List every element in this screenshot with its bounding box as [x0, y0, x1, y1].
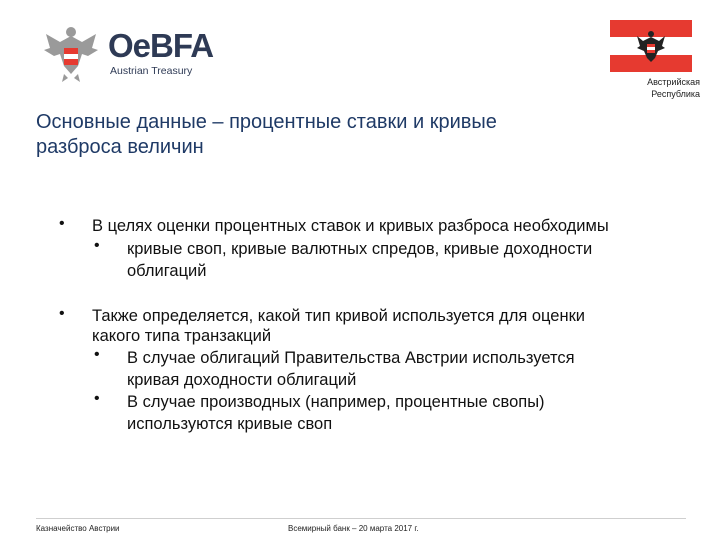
- bullet-2-sub-2-line1: В случае производных (например, процентные свопы): [127, 393, 545, 411]
- austria-flag: [610, 20, 692, 72]
- bullet-1-line1: В целях оценки процентных ставок и кривых разброса необходимы: [92, 217, 609, 235]
- logo-name: OeBFA: [108, 27, 214, 64]
- footer-divider: [36, 518, 686, 519]
- bullet-dot: •: [59, 215, 65, 232]
- sub-bullet-dot: •: [94, 237, 100, 254]
- bullet-2-sub-1-line2: кривая доходности облигаций: [127, 371, 357, 389]
- eagle-crest-icon: [40, 22, 102, 84]
- flag-caption-line2: Республика: [651, 89, 700, 99]
- logo-subtitle: Austrian Treasury: [110, 65, 193, 77]
- oebfa-logo: [40, 22, 215, 84]
- slide-title: [36, 110, 646, 160]
- sub-bullet-dot: •: [94, 390, 100, 407]
- footer-center: Всемирный банк – 20 марта 2017 г.: [288, 524, 419, 533]
- footer-left: Казначейство Австрии: [36, 524, 120, 533]
- title-line1: Основные данные – процентные ставки и кривые: [36, 111, 497, 133]
- bullet-2-line1: Также определяется, какой тип кривой используется для оценки: [92, 307, 586, 325]
- bullet-1-sub-1-line1: кривые своп, кривые валютных спредов, кривые доходности: [127, 240, 593, 258]
- bullet-2-sub-2-line2: используются кривые своп: [127, 415, 333, 433]
- bullet-dot: •: [59, 305, 65, 322]
- flag-caption: [580, 76, 700, 100]
- bullet-2-sub-1-line1: В случае облигаций Правительства Австрии используется: [127, 349, 575, 367]
- sub-bullet-dot: •: [94, 346, 100, 363]
- bullet-2-line2: какого типа транзакций: [92, 327, 272, 345]
- bullet-1-sub-1-line2: облигаций: [127, 262, 207, 280]
- title-line2: разброса величин: [36, 136, 204, 158]
- flag-caption-line1: Австрийская: [647, 77, 700, 87]
